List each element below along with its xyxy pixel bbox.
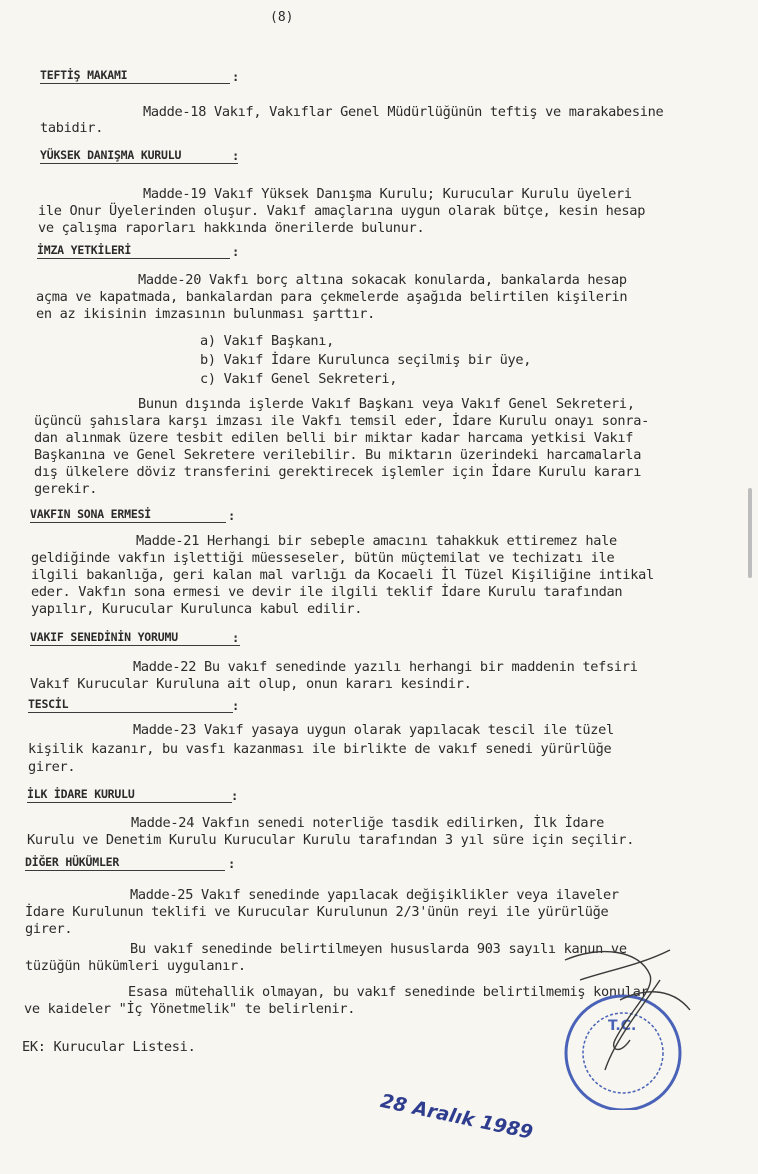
text-line: girer. xyxy=(28,759,76,775)
text-line: geldiğinde vakfın işlettiği müesseseler, bütün müçtemilat ve techizatı ile xyxy=(31,550,615,566)
heading-senet-yorumu: VAKIF SENEDİNİN YORUMU xyxy=(30,630,178,644)
page-number: (8) xyxy=(270,10,294,25)
heading-underline xyxy=(27,802,232,803)
text-line: Madde-20 Vakfı borç altına sokacak konularda, bankalarda hesap xyxy=(138,272,627,288)
list-item: c) Vakıf Genel Sekreteri, xyxy=(200,371,398,387)
text-line: Başkanına ve Genel Sekretere verilebilir. Bu miktarın üzerindeki harcamalarla xyxy=(34,447,642,463)
text-line: eder. Vakfın sona ermesi ve devir ile ilgili teklif İdare Kurulu tarafından xyxy=(31,584,623,600)
text-line: tüzüğün hükümleri uygulanır. xyxy=(25,958,246,974)
text-line: Madde-23 Vakıf yasaya uygun olarak yapılacak tescil ile tüzel xyxy=(133,722,614,738)
text-line: İdare Kurulunun teklifi ve Kurucular Kurulunun 2/3'ünün reyi ile yürürlüğe xyxy=(25,904,609,920)
text-line: üçüncü şahıslara karşı imzası ile Vakfı temsil eder, İdare Kurulu onayı sonra- xyxy=(34,413,649,429)
heading-underline xyxy=(40,83,230,84)
text-line: dan alınmak üzere tesbit edilen belli bir miktar kadar harcama yetkisi Vakıf xyxy=(34,430,634,446)
text-line: dış ülkelere döviz transferini gerektirecek işlemler için İdare Kurulu kararı xyxy=(34,464,642,480)
text-line: Bu vakıf senedinde belirtilmeyen hususlarda 903 sayılı kanun ve xyxy=(130,941,627,957)
text-line: Madde-21 Herhangi bir sebeple amacını tahakkuk ettiremez hale xyxy=(136,533,617,549)
heading-tescil: TESCİL xyxy=(28,697,69,711)
heading-colon: : xyxy=(228,509,236,523)
text-line: Kurulu ve Denetim Kurulu Kurucular Kurulu tarafından 3 yıl süre için seçilir. xyxy=(27,832,635,848)
heading-underline xyxy=(30,645,240,646)
heading-vakfin-sona-ermesi: VAKFIN SONA ERMESİ xyxy=(30,507,152,521)
text-line: Esasa mütehallik olmayan, bu vakıf senedinde belirtilmemiş konular xyxy=(128,984,649,1000)
heading-yuksek-danisma: YÜKSEK DANIŞMA KURULU xyxy=(40,148,182,162)
scrollbar[interactable] xyxy=(748,488,752,578)
seal-text: T.C. xyxy=(608,1018,637,1034)
heading-underline xyxy=(28,712,233,713)
date-stamp: 28 Aralık 1989 xyxy=(378,1090,535,1144)
text-line: ilgili bakanlığa, geri kalan mal varlığı da Kocaeli İl Tüzel Kişiliğine intikal xyxy=(31,567,654,583)
list-item: a) Vakıf Başkanı, xyxy=(200,333,335,349)
text-line: açma ve kapatmada, bankalardan para çekmelerde aşağıda belirtilen kişilerin xyxy=(36,289,628,305)
heading-colon: : xyxy=(232,149,240,163)
text-line: Bunun dışında işlerde Vakıf Başkanı veya Vakıf Genel Sekreteri, xyxy=(138,396,635,412)
text-line: Madde-22 Bu vakıf senedinde yazılı herhangi bir maddenin tefsiri xyxy=(133,659,638,675)
heading-ilk-idare-kurulu: İLK İDARE KURULU xyxy=(27,787,135,801)
text-line: Madde-24 Vakfın senedi noterliğe tasdik edilirken, İlk İdare xyxy=(131,815,605,831)
text-line: ve çalışma raporları hakkında önerilerde bulunur. xyxy=(38,220,425,236)
heading-underline xyxy=(30,522,226,523)
text-line: ve kaideler "İç Yönetmelik" te belirlenir. xyxy=(24,1001,356,1017)
heading-underline xyxy=(25,870,225,871)
heading-colon: : xyxy=(232,699,240,713)
text-line: Madde-19 Vakıf Yüksek Danışma Kurulu; Kurucular Kurulu üyeleri xyxy=(143,186,632,202)
text-line: yapılır, Kurucular Kurulunca kabul edilir. xyxy=(31,601,363,617)
text-line: gerekir. xyxy=(34,481,98,497)
heading-colon: : xyxy=(231,789,239,803)
official-seal-icon xyxy=(566,996,680,1110)
heading-colon: : xyxy=(228,857,236,871)
seal-and-signature xyxy=(520,940,710,1110)
text-line: ile Onur Üyelerinden oluşur. Vakıf amaçlarına uygun olarak bütçe, kesin hesap xyxy=(38,203,646,219)
heading-underline xyxy=(37,258,230,259)
attachment-note: EK: Kurucular Listesi. xyxy=(22,1039,196,1055)
heading-diger-hukumler: DİĞER HÜKÜMLER xyxy=(25,855,120,869)
heading-underline xyxy=(40,163,238,164)
heading-colon: : xyxy=(232,70,240,84)
heading-colon: : xyxy=(232,631,240,645)
heading-teftis: TEFTİŞ MAKAMI xyxy=(40,68,128,82)
text-line: en az ikisinin imzasının bulunması şarttır. xyxy=(36,306,376,322)
heading-imza-yetkileri: İMZA YETKİLERİ xyxy=(37,243,132,257)
text-line: tabidir. xyxy=(40,120,104,136)
text-line: Vakıf Kurucular Kuruluna ait olup, onun kararı kesindir. xyxy=(30,676,472,692)
text-line: kişilik kazanır, bu vasfı kazanması ile birlikte de vakıf senedi yürürlüğe xyxy=(28,741,612,757)
list-item: b) Vakıf İdare Kurulunca seçilmiş bir üye, xyxy=(200,352,532,368)
text-line: girer. xyxy=(25,921,73,937)
text-line: Madde-25 Vakıf senedinde yapılacak değişiklikler veya ilaveler xyxy=(130,887,619,903)
heading-colon: : xyxy=(232,245,240,259)
text-line: Madde-18 Vakıf, Vakıflar Genel Müdürlüğünün teftiş ve marakabesine xyxy=(143,104,664,120)
